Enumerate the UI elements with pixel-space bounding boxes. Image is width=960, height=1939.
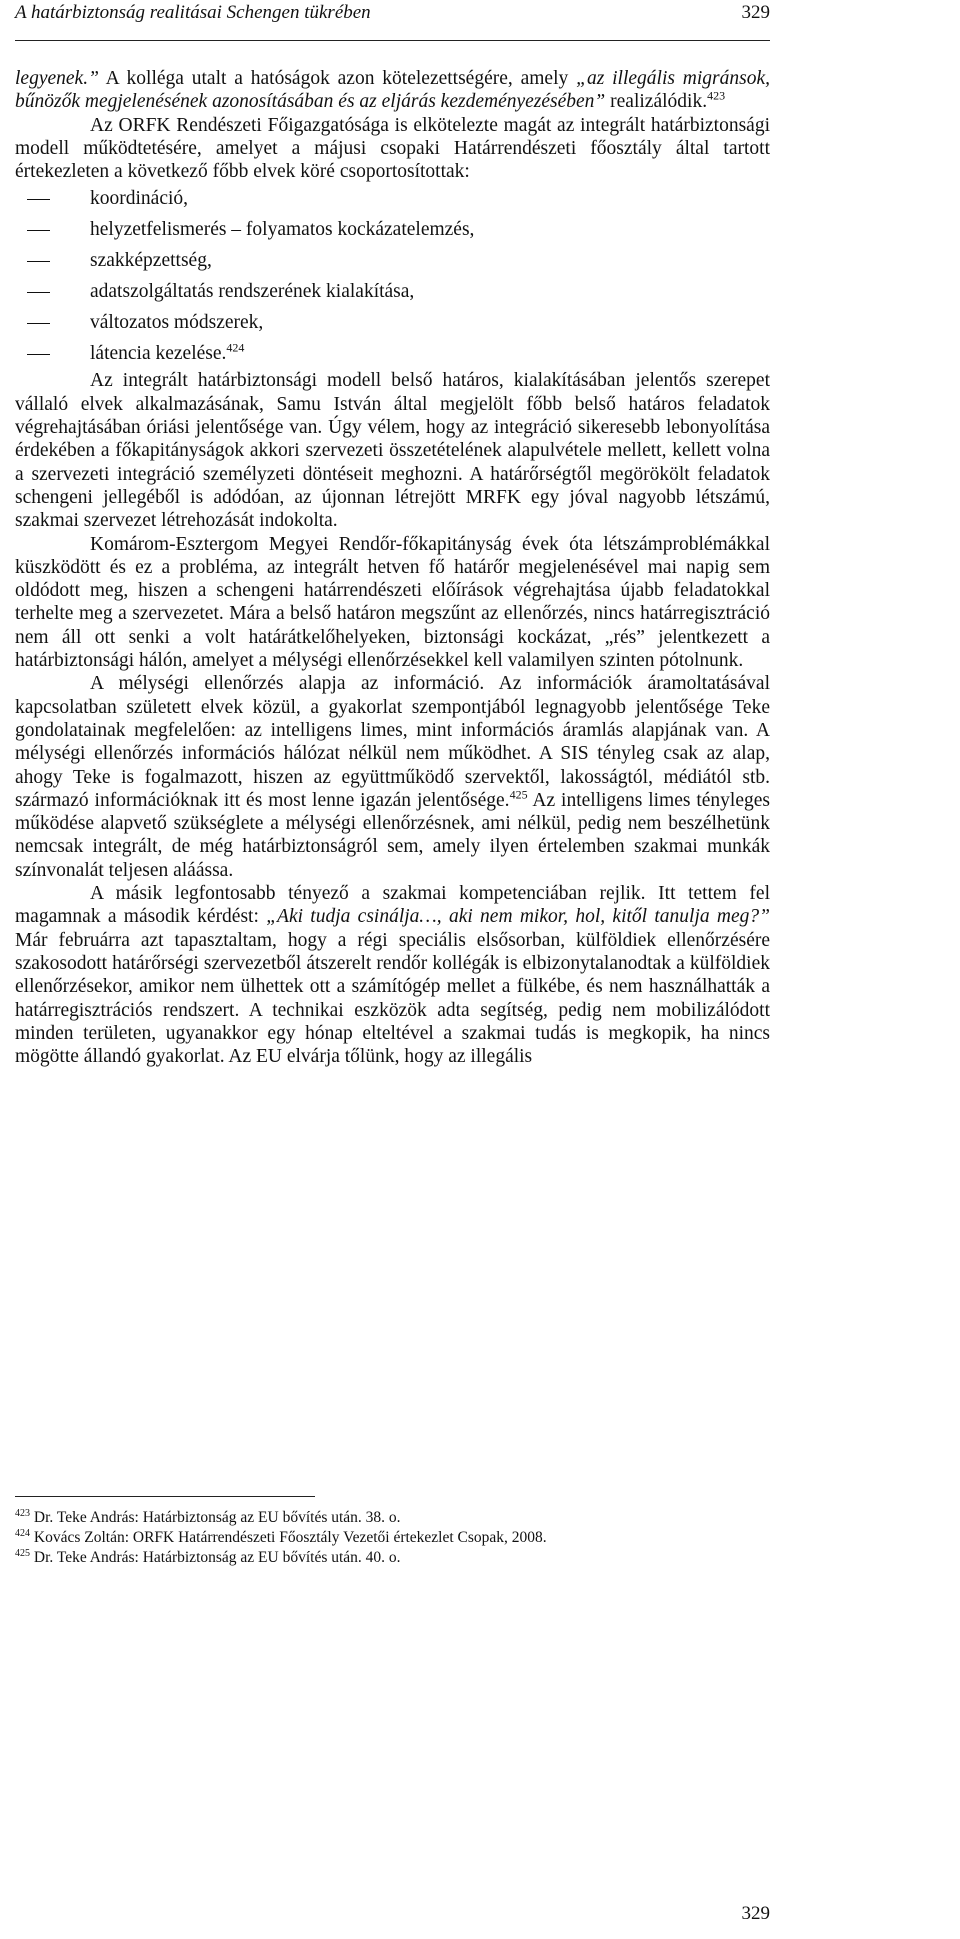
footnote — [15, 1508, 770, 1528]
italic-fragment: legyenek.” — [15, 68, 99, 89]
footnote-separator — [15, 1496, 315, 1497]
footnote-ref-423: 423 — [707, 88, 726, 103]
footnote — [15, 1528, 770, 1548]
footnote-number: 424 — [15, 1527, 30, 1539]
text-fragment: Az intelligens limes tényleges működése alapvető szükséglete a mélységi ellenőrzésnek, ami nélkül, pedig nem beszélhetünk nemcsak integrált, de még határbiztonságról sem, amely ilyen értelemben szakmai munkák színvonalát teljesen aláássa. — [15, 789, 770, 881]
list-item: koordináció, — [15, 183, 770, 214]
principles-list — [15, 183, 770, 369]
list-item: szakképzettség, — [15, 245, 770, 276]
running-header — [15, 0, 770, 41]
footnote-ref-425: 425 — [509, 787, 528, 802]
paragraph-intro — [15, 67, 770, 114]
text-fragment: A mélységi ellenőrzés alapja az információ. Az információk áramoltatásával kapcsolatban született elvek közül, a gyakorlat szempontjából legnagyobb jelentősége Teke gondolatainak megfelelően: az intelligens limes, mint információs áramlás alapjának van. A mélységi ellenőrzés információs hálózat nélkül nem működhet. A SIS tényleg csak az alap, ahogy Teke is fogalmazott, hiszen az együttműködő szervektől, lakosságtól, médiától stb. származó információknak itt és most lenne igazán jelentősége. — [15, 673, 770, 811]
footnote-text: Dr. Teke András: Határbiztonság az EU bővítés után. 40. o. — [33, 1549, 401, 1566]
list-item: helyzetfelismerés – folyamatos kockázatelemzés, — [15, 214, 770, 245]
running-title: A határbiztonság realitásai Schengen tükrében — [15, 2, 371, 23]
footnote-number: 425 — [15, 1547, 30, 1559]
text-fragment: realizálódik. — [605, 91, 708, 113]
paragraph-integration: Az integrált határbiztonsági modell belső határos, kialakításában jelentős szerepet vállaló elvek alkalmazásának, Samu István által megjelölt főbb belső határos feladatok végrehajtásában óriási jelentősége van. Úgy vélem, hogy az integráció sikeresebb lebonyolítása érdekében a főkapitányságok akkori szervezeti összetételének alapulvétele mellett, kellett volna a szervezeti integráció személyzeti döntéseit meghozni. A határőrségtől megörökölt feladatok schengeni jellegéből is adódóan, az újonnan létrejött MRFK egy jóval nagyobb létszámú, szakmai szervezet létrehozását indokolta. — [15, 370, 770, 532]
footer-page-number: 329 — [741, 1903, 770, 1924]
italic-quote: „az illegális migránsok, bűnözők megjelenésének azonosításában és az eljárás kezdeményezésében” — [15, 68, 770, 113]
text-fragment: A másik legfontosabb tényező a szakmai kompetenciában rejlik. Itt tettem fel magamnak a második kérdést: — [15, 883, 770, 928]
paragraph-sis — [15, 672, 770, 882]
text-fragment: A kolléga utalt a hatóságok azon kötelezettségére, amely — [98, 68, 577, 89]
header-page-number: 329 — [741, 2, 770, 23]
list-item: változatos módszerek, — [15, 307, 770, 338]
footnote-number: 423 — [15, 1507, 30, 1519]
body-text — [15, 67, 770, 1068]
list-item: adatszolgáltatás rendszerének kialakítása, — [15, 276, 770, 307]
text-fragment: Már februárra azt tapasztaltam, hogy a régi speciális elsősorban, külföldiek ellenőrzésére szakosodott határőrségi szervezetből átszerelt rendőr kollégák is elbizonytalanodtak a külföldiek ellenőrzésekor, amikor nem ülhettek ott a számítógép mellet a fülkébe, és nem használhatták a határregisztrációs rendszert. A technikai eszközök adta segítség, pedig nem mobilizálódott minden területen, ugyanakkor egy hónap elteltével a szakmai tudás is megkopik, ha nincs mögötte állandó gyakorlat. Az EU elvárja tőlünk, hogy az illegális — [15, 929, 770, 1068]
paragraph-orfk: Az ORFK Rendészeti Főigazgatósága is elkötelezte magát az integrált határbiztonsági modell működtetésére, amelyet a májusi csopaki Határrendészeti főosztály által tartott értekezleten a következő főbb elvek köré csoportosítottak: — [15, 114, 770, 183]
list-item-last — [15, 338, 770, 369]
italic-quote: „Aki tudja csinálja…, aki nem mikor, hol, kitől tanulja meg?” — [266, 906, 770, 928]
paragraph-competence — [15, 882, 770, 1068]
footnote-text: Dr. Teke András: Határbiztonság az EU bővítés után. 38. o. — [33, 1509, 401, 1526]
footnote-text: Kovács Zoltán: ORFK Határrendészeti Főosztály Vezetői értekezlet Csopak, 2008. — [33, 1529, 547, 1546]
footnote-ref-424: 424 — [226, 340, 245, 355]
footnotes — [15, 1508, 770, 1568]
list-item-text: látencia kezelése. — [90, 343, 227, 365]
paragraph-komarom: Komárom-Esztergom Megyei Rendőr-főkapitányság évek óta létszámproblémákkal küszködött és ez a probléma, az integrált hetven fő határőr megjelenésével mai napig sem oldódott meg, hiszen a schengeni határrendészeti előírások végrehajtása újabb feladatokkal terhelte meg a szervezetet. Mára a belső határon megszűnt az ellenőrzés, nincs határregisztráció nem áll ott senki a volt határátkelőhelyeken, biztonsági kockázat, „rés” jelentkezett a határbiztonsági hálón, amelyet a mélységi ellenőrzésekkel kell valamilyen szinten pótolnunk. — [15, 533, 770, 672]
footnote — [15, 1548, 770, 1568]
